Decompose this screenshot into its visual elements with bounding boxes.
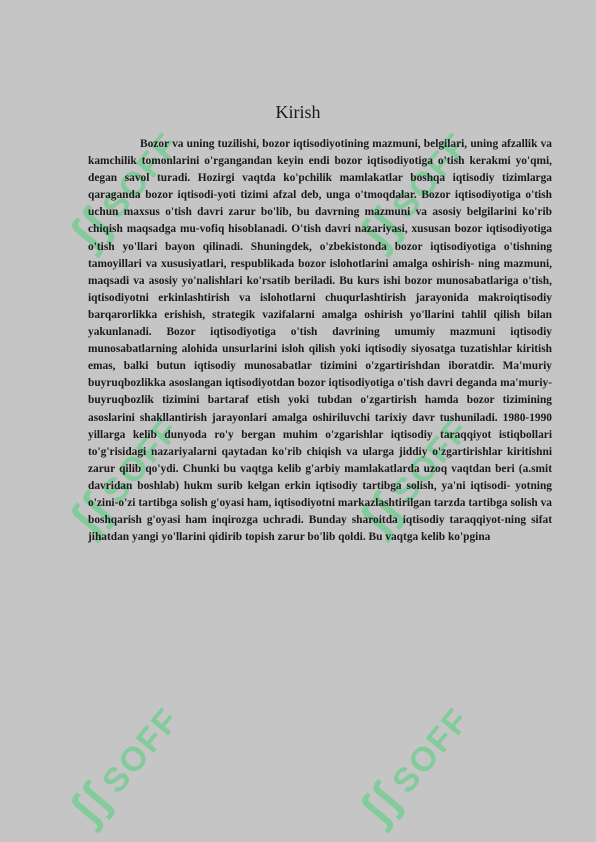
watermark-bottom-right (349, 692, 480, 834)
watermark-text: SOFF (385, 125, 478, 226)
watermark-logo-icon: ʃʃ (349, 483, 412, 544)
watermark-logo-icon: ʃʃ (59, 198, 122, 259)
watermark-logo-icon: ʃʃ (59, 773, 122, 834)
page-title: Kirish (275, 102, 321, 122)
watermark-logo-icon: ʃʃ (349, 773, 412, 834)
watermark-text: SOFF (95, 700, 188, 801)
watermark-logo-icon: ʃʃ (349, 198, 412, 259)
watermark-text: SOFF (385, 700, 478, 801)
watermark-logo-icon: ʃʃ (59, 483, 122, 544)
watermark-text: SOFF (95, 410, 188, 511)
body-paragraph: Bozor va uning tuzilishi, bozor iqtisodiyotining mazmuni, belgilari, uning afzallik va kamchilik tomonlarini o'rgangandan keyin endi bozor iqtisodiyotiga o'tish kerakmi yo'qmi, degan savol turadi. Hozirgi vaqtda ko'pchilik mamlakatlar boshqa iqtisodiy tizimlarga qaraganda bozor iqtisodi-yoti tizimi afzal deb, unga o'tmoqdalar. Bozor iqtisodiyotiga o'tish uchun maxsus o'tish davri zarur bo'lib, bu davrning mazmuni va asosiy belgilarini ko'rib chiqish maqsadga mu-vofiq hisoblanadi. O'tish davri nazariyasi, xususan bozor iqtisodiyotiga o'tish yo'llari bayon qilinadi. Shuningdek, o'zbekistonda bozor iqtisodiyotiga o'tishning tamoyillari va xususiyatlari, respublikada bozor islohotlarini amalga oshirish- ning mazmuni, maqsadi va asosiy yo'nalishlari ko'rsatib beriladi. Bu kurs ishi bozor munosabatlariga o'tish, iqtisodiyotni erkinlashtirish va islohotlarni chuqurlashtirish jarayonida makroiqtisodiy barqarorlikka erishish, strategik vazifalarni amalga oshirish yo'llarini tahlil qilish bilan yakunlanadi. Bozor iqtisodiyotiga o'tish davrining umumiy mazmuni iqtisodiy munosabatlarning alohida unsurlarini isloh qilish yoki iqtisodiy siyosatga tuzatishlar kiritish emas, balki butun iqtisodiy munosabatlar tizimini o'zgartirishdan iboratdir. Ma'muriy buyruqbozlikka asoslangan iqtisodiyotdan bozor iqtisodiyotiga o'tish davri deganda ma'muriy-buyruqbozlik tizimini bartaraf etish yoki tubdan o'zgartirish hamda bozor tizimining asoslarini shakllantirish jarayonlari amalga oshiriluvchi tarixiy davr tushuniladi. 1980-1990 yillarga kelib dunyoda ro'y bergan muhim o'zgarishlar iqtisodiy taraqqiyot istiqbollari to'g'risidagi nazariyalarni qaytadan ko'rib chiqish va ularga jiddiy o'zgartirishlar kiritishni zarur qilib qo'ydi. Chunki bu vaqtga kelib g'arbiy mamlakatlarda uzoq vaqtdan beri (a.smit davridan boshlab) hukm surib kelgan erkin iqtisodiy tartibga solish, ya'ni iqtisodi- yotning o'zini-o'zi tartibga solish g'oyasi ham, iqtisodiyotni markazlashtirilgan tarzda tartibga solish va boshqarish g'oyasi ham inqirozga uchradi. Bunday sharoitda iqtisodiy taraqqiyot-ning sifat jihatdan yangi yo'llarini qidirib topish zarur bo'lib qoldi. Bu vaqtga kelib ko'pgina (88, 138, 552, 544)
watermark-text: SOFF (385, 410, 478, 511)
watermark-bottom-left (59, 692, 190, 834)
watermark-text: SOFF (95, 125, 188, 226)
